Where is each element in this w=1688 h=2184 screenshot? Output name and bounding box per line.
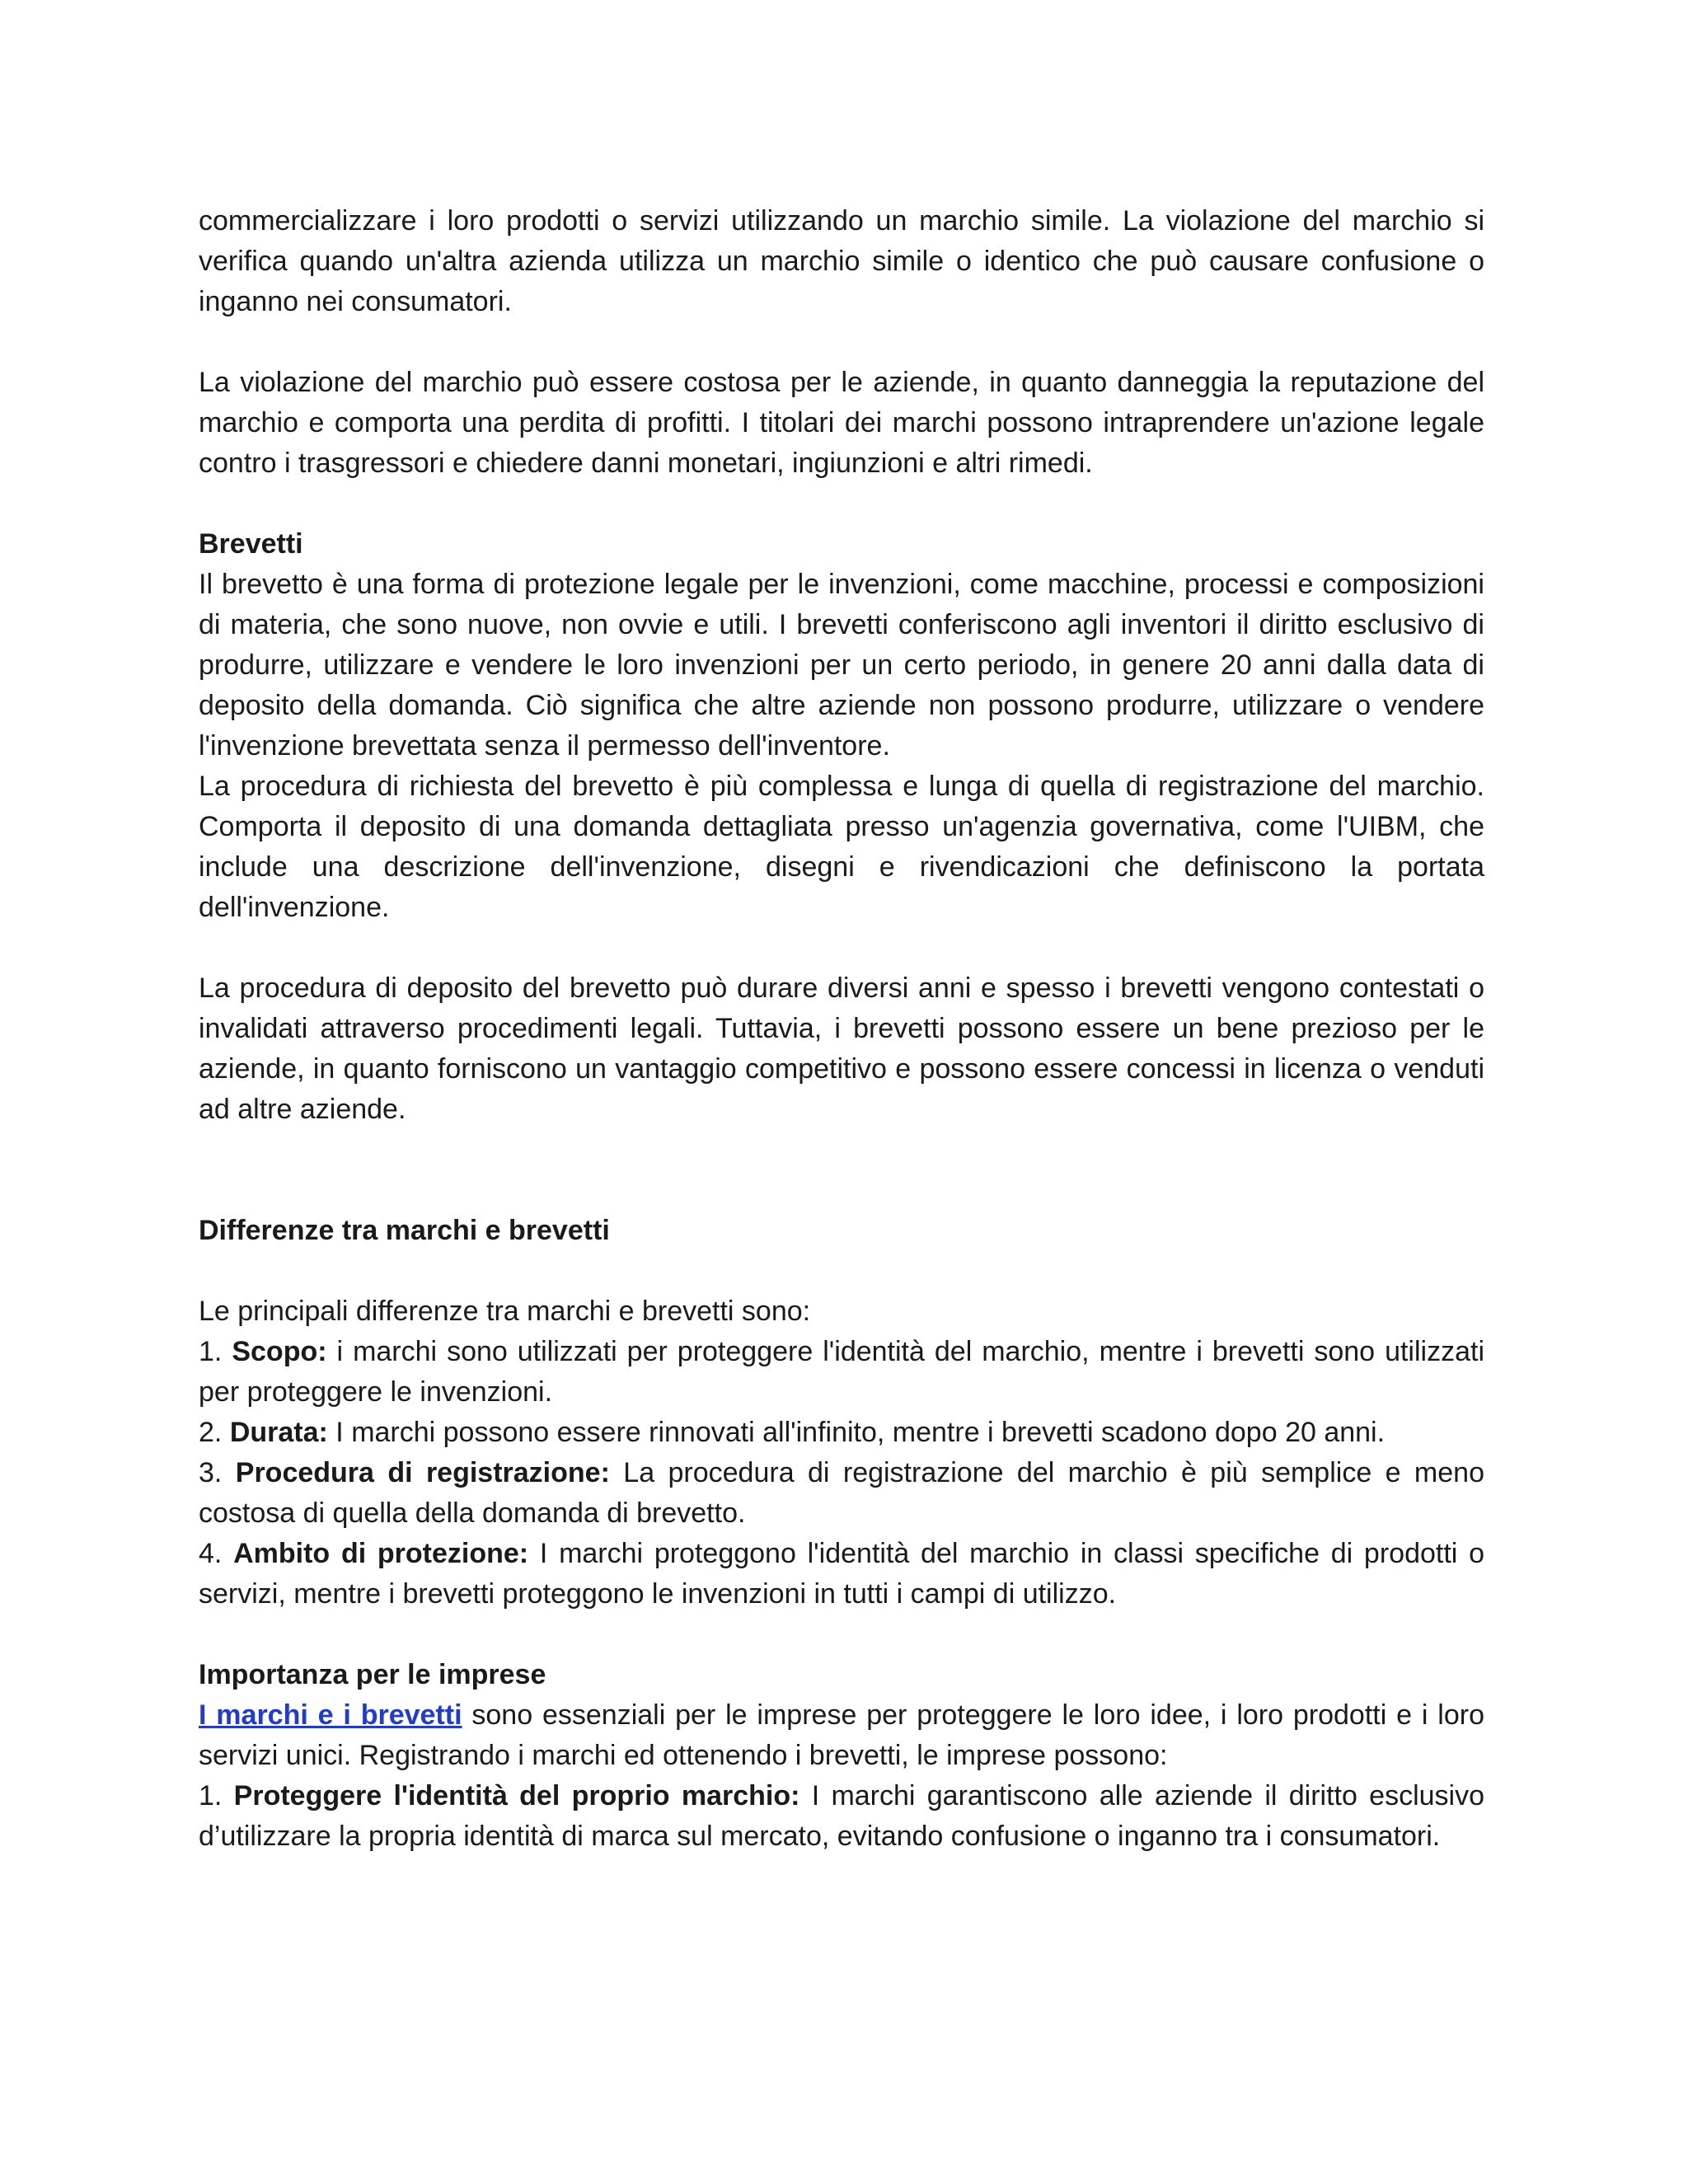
list-item-label: Scopo: xyxy=(232,1336,327,1367)
list-item xyxy=(199,1453,1484,1534)
section-heading-importanza: Importanza per le imprese xyxy=(199,1659,546,1690)
list-item-label: Ambito di protezione: xyxy=(233,1538,529,1569)
list-item-number: 4. xyxy=(199,1538,223,1569)
section-heading-differenze: Differenze tra marchi e brevetti xyxy=(199,1215,610,1246)
list-item-number: 1. xyxy=(199,1780,223,1811)
spacer xyxy=(199,1251,1484,1291)
spacer xyxy=(199,484,1484,524)
list-item xyxy=(199,1413,1484,1453)
paragraph: La violazione del marchio può essere costosa per le aziende, in quanto danneggia la reputazione del marchio e comporta una perdita di profitti. I titolari dei marchi possono intraprendere un'azione legale contro i trasgressori e chiedere danni monetari, ingiunzioni e altri rimedi. xyxy=(199,367,1484,479)
paragraph xyxy=(199,1695,1484,1776)
list-item xyxy=(199,1534,1484,1615)
list-item-label: Durata: xyxy=(229,1417,328,1448)
spacer xyxy=(199,1130,1484,1211)
list-item-number: 1. xyxy=(199,1336,223,1367)
paragraph-text: sono essenziali per le imprese per proteggere le loro idee, i loro prodotti e i loro servizi unici. Registrando i marchi ed ottenendo i brevetti, le imprese possono: xyxy=(199,1699,1485,1771)
list-item-text: i marchi sono utilizzati per proteggere l'identità del marchio, mentre i brevetti sono utilizzati per proteggere le invenzioni. xyxy=(199,1336,1484,1408)
section-heading-brevetti: Brevetti xyxy=(199,528,303,560)
paragraph: Il brevetto è una forma di protezione legale per le invenzioni, come macchine, processi e composizioni di materia, che sono nuove, non ovvie e utili. I brevetti conferiscono agli inventori il diritto esclusivo di produrre, utilizzare e vendere le loro invenzioni per un certo periodo, in genere 20 anni dalla data di deposito della domanda. Ciò significa che altre aziende non possono produrre, utilizzare o vendere l'invenzione brevettata senza il permesso dell'inventore. xyxy=(199,569,1484,762)
paragraph: La procedura di richiesta del brevetto è più complessa e lunga di quella di registrazione del marchio. Comporta il deposito di una domanda dettagliata presso un'agenzia governativa, come l'UIBM, che include una descrizione dell'invenzione, disegni e rivendicazioni che definiscono la portata dell'invenzione. xyxy=(199,771,1484,923)
list-item-text: I marchi proteggono l'identità del marchio in classi specifiche di prodotti o servizi, mentre i brevetti proteggono le invenzioni in tutti i campi di utilizzo. xyxy=(199,1538,1484,1610)
spacer xyxy=(199,1615,1484,1655)
list-item-text: La procedura di registrazione del marchio è più semplice e meno costosa di quella della domanda di brevetto. xyxy=(199,1457,1484,1529)
paragraph: La procedura di deposito del brevetto può durare diversi anni e spesso i brevetti vengono contestati o invalidati attraverso procedimenti legali. Tuttavia, i brevetti possono essere un bene prezioso per le aziende, in quanto forniscono un vantaggio competitivo e possono essere concessi in licenza o venduti ad altre aziende. xyxy=(199,972,1484,1125)
spacer xyxy=(199,928,1484,968)
paragraph: commercializzare i loro prodotti o servizi utilizzando un marchio simile. La violazione del marchio si verifica quando un'altra azienda utilizza un marchio simile o identico che può causare confusione o inganno nei consumatori. xyxy=(199,205,1484,317)
list-item-label: Proteggere l'identità del proprio marchio: xyxy=(233,1780,800,1811)
list-item xyxy=(199,1332,1484,1413)
list-intro: Le principali differenze tra marchi e brevetti sono: xyxy=(199,1296,811,1327)
list-item-number: 3. xyxy=(199,1457,223,1488)
marchi-brevetti-link[interactable]: I marchi e i brevetti xyxy=(199,1699,462,1731)
list-item xyxy=(199,1776,1484,1857)
list-item-label: Procedura di registrazione: xyxy=(235,1457,610,1488)
list-item-number: 2. xyxy=(199,1417,223,1448)
document-page xyxy=(199,201,1484,1857)
list-item-text: I marchi garantiscono alle aziende il diritto esclusivo d’utilizzare la propria identità di marca sul mercato, evitando confusione o inganno tra i consumatori. xyxy=(199,1780,1484,1852)
spacer xyxy=(199,322,1484,363)
list-item-text: I marchi possono essere rinnovati all'infinito, mentre i brevetti scadono dopo 20 anni. xyxy=(335,1417,1386,1448)
